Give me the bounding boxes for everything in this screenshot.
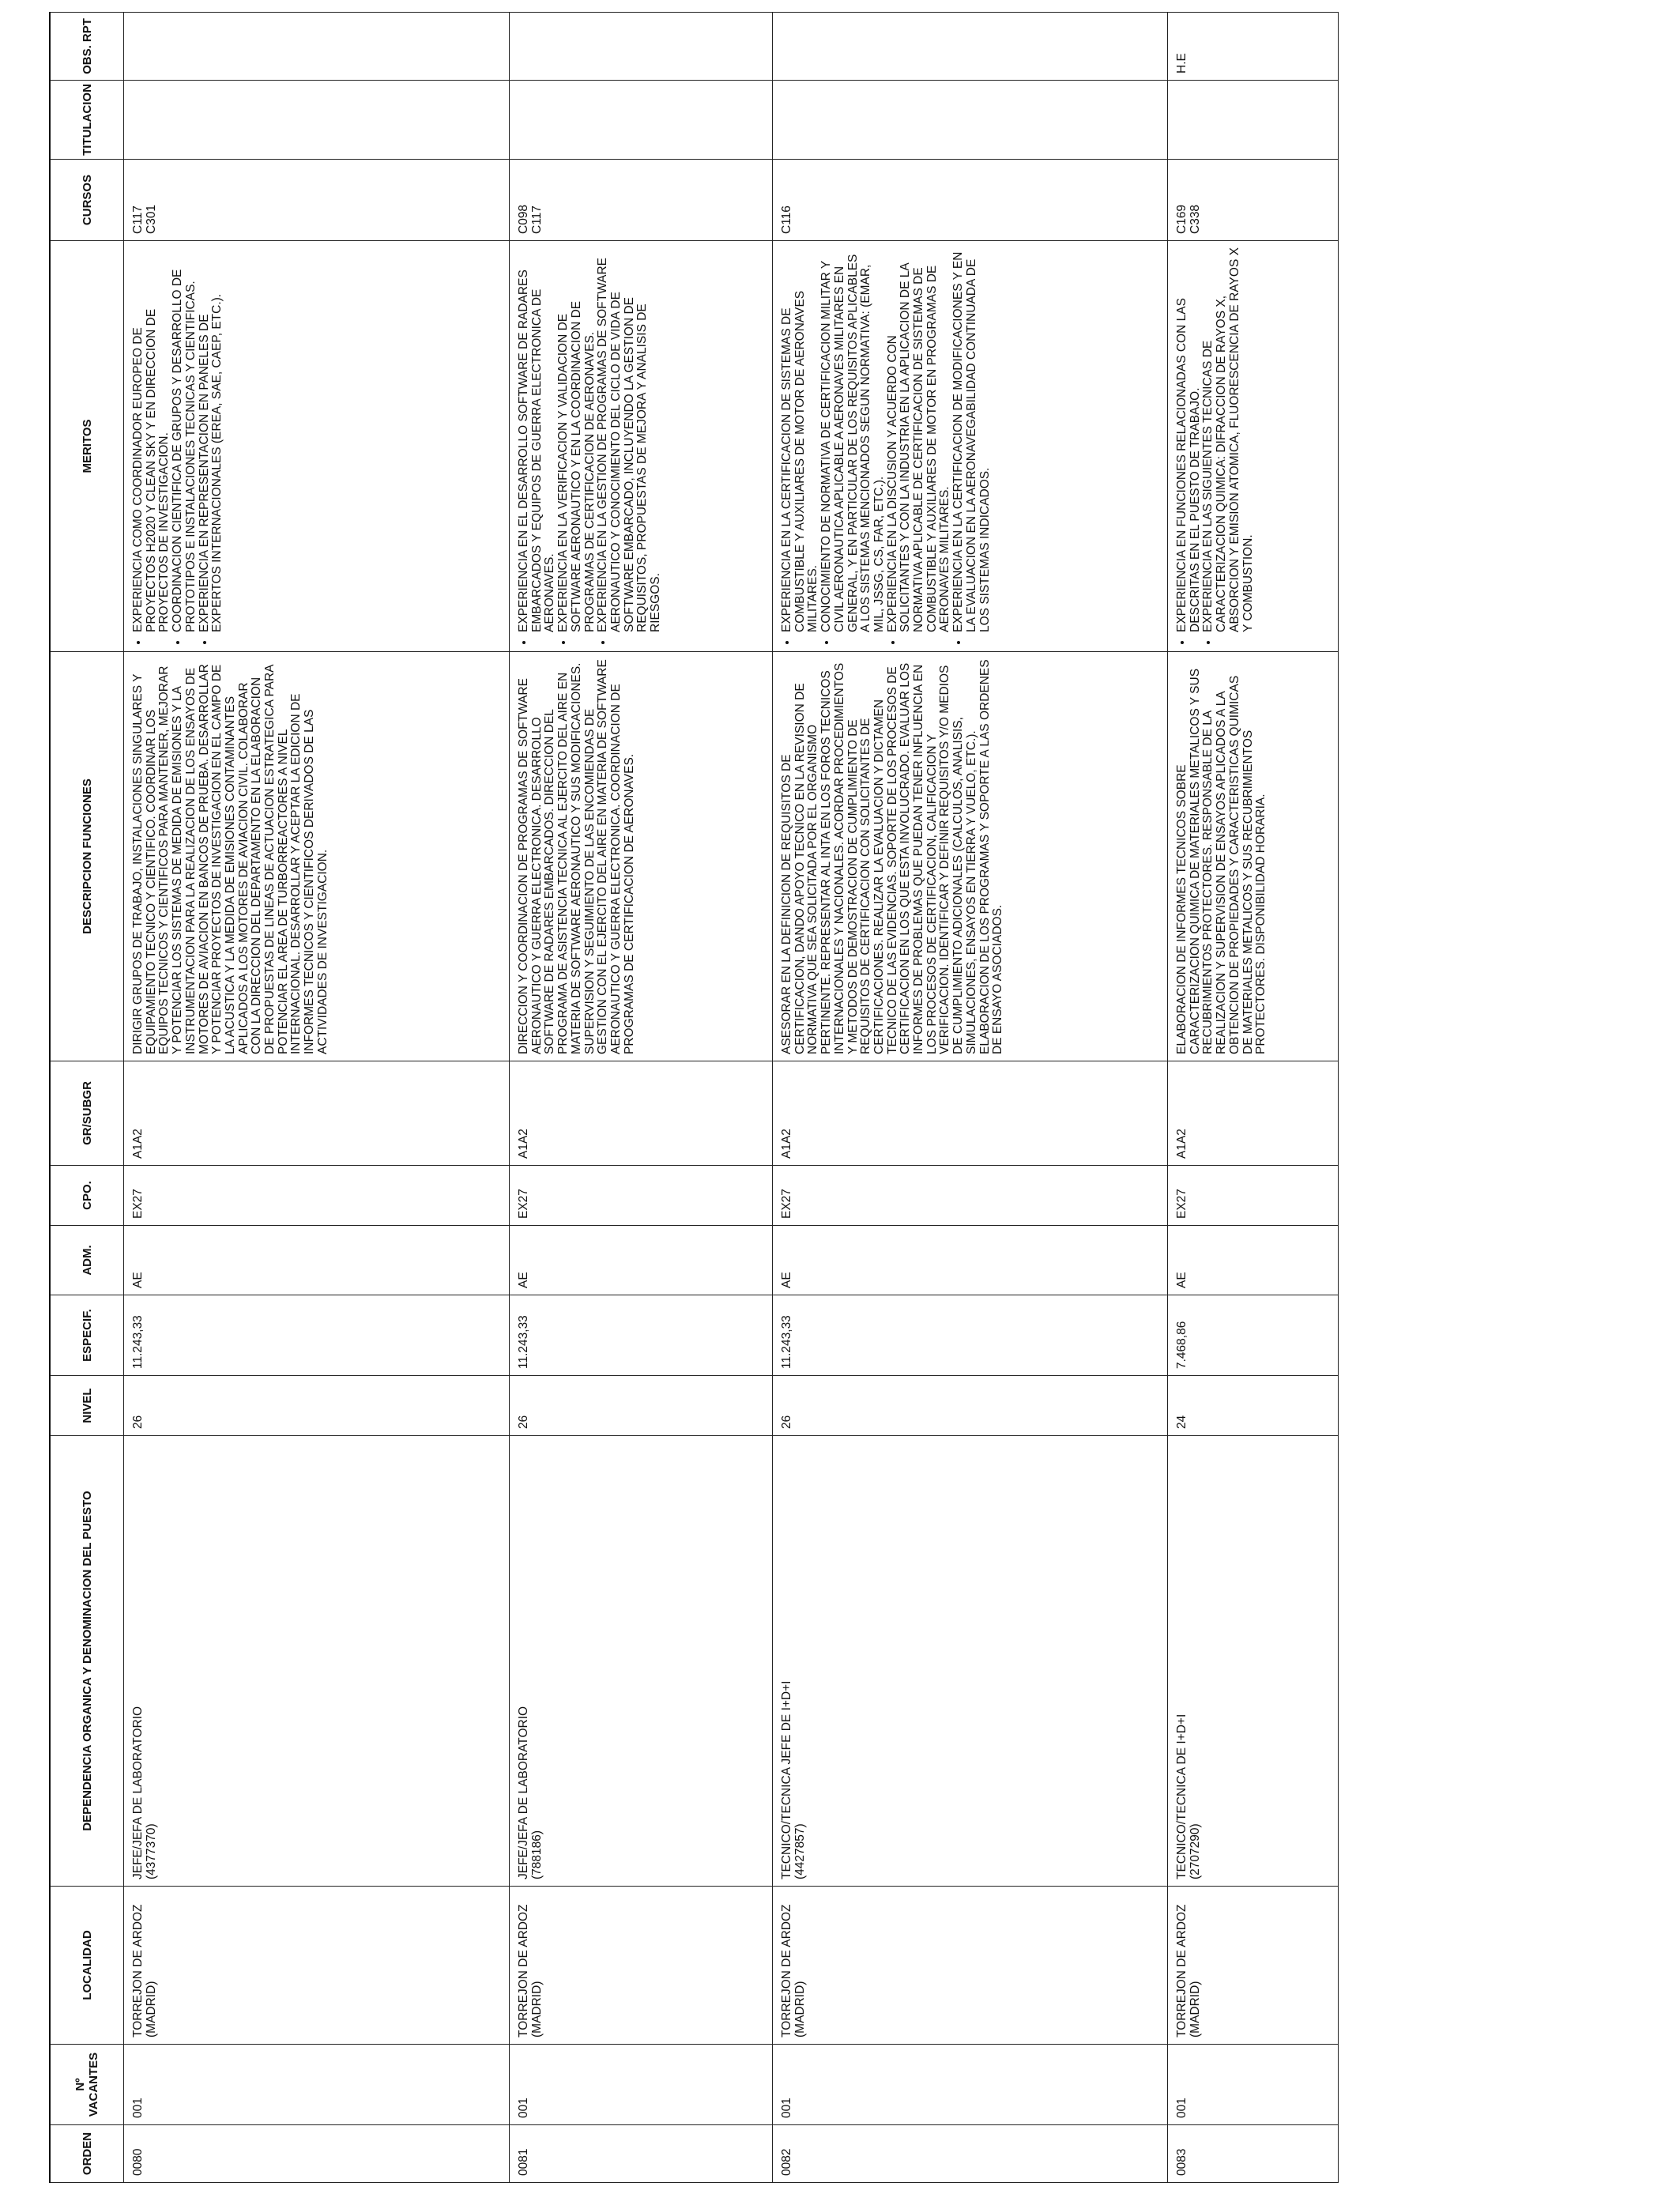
col-header-vacantes: Nº VACANTES bbox=[50, 2045, 124, 2125]
cell-funciones: ELABORACION DE INFORMES TECNICOS SOBRE CARACTERIZACION QUIMICA DE MATERIALES METALICOS Y SUS RECUBRIMIENTOS PROTECTORES. RESPONSABLE DE LA REALIZACION Y SUPERVISION DE ENSAYOS APLICADOS A LA OBTENCION DE PROPIEDADES Y CARACTERISTICAS QUIMICAS DE MATERIALES METALICOS Y SUS RECUBRIMIENTOS PROTECTORES. DISPONIBILIDAD HORARIA. bbox=[1168, 652, 1339, 1061]
cell-localidad: TORREJON DE ARDOZ (MADRID) bbox=[1168, 1887, 1339, 2045]
cell-cpo: EX27 bbox=[773, 1166, 1168, 1226]
cell-vacantes: 001 bbox=[773, 2045, 1168, 2125]
cell-dependencia: TECNICO/TECNICA DE I+D+I (2707290) bbox=[1168, 1436, 1339, 1887]
merito-item: • EXPERIENCIA EN EL DESARROLLO SOFTWARE DE RADARES EMBARCADOS Y EQUIPOS DE GUERRA ELECTRONICA DE AERONAVES. bbox=[518, 247, 557, 632]
cell-cursos: C169 C338 bbox=[1168, 160, 1339, 241]
merito-item: • EXPERIENCIA EN FUNCIONES RELACIONADAS CON LAS DESCRITAS EN EL PUESTO DE TRABAJO. bbox=[1176, 247, 1202, 632]
cell-cpo: EX27 bbox=[124, 1166, 510, 1226]
cell-grsubgr: A1A2 bbox=[510, 1061, 773, 1166]
cell-obs bbox=[124, 13, 510, 81]
cell-adm: AE bbox=[1168, 1226, 1339, 1295]
cell-nivel: 26 bbox=[510, 1376, 773, 1436]
cell-orden: 0081 bbox=[510, 2125, 773, 2183]
table-row bbox=[773, 13, 1168, 2183]
cell-obs bbox=[773, 13, 1168, 81]
cell-meritos bbox=[773, 241, 1168, 652]
col-header-cursos: CURSOS bbox=[50, 160, 124, 241]
col-header-localidad: LOCALIDAD bbox=[50, 1887, 124, 2045]
cell-dependencia: TECNICO/TECNICA JEFE DE I+D+I (4427857) bbox=[773, 1436, 1168, 1887]
cell-vacantes: 001 bbox=[1168, 2045, 1339, 2125]
merito-item: • EXPERIENCIA EN REPRESENTACION EN PANELES DE EXPERTOS INTERNACIONALES (EREA, SAE, CAEP, ETC.). bbox=[198, 247, 224, 632]
cell-funciones: ASESORAR EN LA DEFINICION DE REQUISITOS DE CERTIFICACION, DANDO APOYO TECNICO EN LA REVISION DE NORMATIVA QUE SEA SOLICITADA POR EL ORGANISMO PERTINENTE. REPRESENTAR AL INTA EN LOS FOROS TECNICOS INTERNACIONALES Y NACIONALES. ACORDAR PROCEDIMIENTOS Y METODOS DE DEMOSTRACION DE CUMPLIMIENTO DE REQUISITOS DE CERTIFICACION CON SOLICITANTES DE CERTIFICACIONES. REALIZAR LA EVALUACION Y DICTAMEN TECNICO DE LAS EVIDENCIAS. SOPORTE DE LOS PROCESOS DE CERTIFICACION EN LOS QUE ESTA INVOLUCRADO. EVALUAR LOS INFORMES DE PROBLEMAS QUE PUEDAN TENER INFLUENCIA EN LOS PROCESOS DE CERTIFICACION, CALIFICACION Y VERIFICACION. IDENTIFICAR Y DEFINIR REQUISITOS Y/O MEDIOS DE CUMPLIMIENTO ADICIONALES (CALCULOS, ANALISIS, SIMULACIONES, ENSAYOS EN TIERRA Y VUELO, ETC.). ELABORACION DE LOS PROGRAMAS Y SOPORTE A LAS ORDENES DE ENSAYO ASOCIADOS. bbox=[773, 652, 1168, 1061]
col-header-funciones: DESCRIPCION FUNCIONES bbox=[50, 652, 124, 1061]
cell-titulacion bbox=[510, 81, 773, 160]
cell-especif: 7.468,86 bbox=[1168, 1295, 1339, 1376]
cell-nivel: 26 bbox=[124, 1376, 510, 1436]
cell-especif: 11.243,33 bbox=[124, 1295, 510, 1376]
table-row bbox=[124, 13, 510, 2183]
cell-grsubgr: A1A2 bbox=[773, 1061, 1168, 1166]
merito-item: • EXPERIENCIA EN LA CERTIFICACION DE SISTEMAS DE COMBUSTIBLE Y AUXILIARES DE MOTOR DE AERONAVES MILITARES. bbox=[781, 247, 820, 632]
cell-obs bbox=[510, 13, 773, 81]
col-header-adm: ADM. bbox=[50, 1226, 124, 1295]
table-row bbox=[510, 13, 773, 2183]
cell-cpo: EX27 bbox=[1168, 1166, 1339, 1226]
merito-item: • EXPERIENCIA EN LA GESTION DE PROGRAMAS DE SOFTWARE AERONAUTICO Y CONOCIMIENTO DEL CICLO DE VIDA DE SOFTWARE EMBARCADO, INCLUYENDO LA GESTION DE REQUISITOS, PROPUESTAS DE MEJORA Y ANALISIS DE RIESGOS. bbox=[597, 247, 663, 632]
cell-adm: AE bbox=[773, 1226, 1168, 1295]
col-header-grsubgr: GR/SUBGR bbox=[50, 1061, 124, 1166]
cell-localidad: TORREJON DE ARDOZ (MADRID) bbox=[773, 1887, 1168, 2045]
table-row bbox=[1168, 13, 1339, 2183]
merito-item: • EXPERIENCIA EN LA DISCUSION Y ACUERDO CON SOLICITANTES Y CON LA INDUSTRIA EN LA APLICACION DE LA NORMATIVA APLICABLE DE CERTIFICACION DE SISTEMAS DE COMBUSTIBLE Y AUXILIARES DE MOTOR EN PROGRAMAS DE AERONAVES MILITARES. bbox=[887, 247, 953, 632]
col-header-nivel: NIVEL bbox=[50, 1376, 124, 1436]
col-header-especif: ESPECIF. bbox=[50, 1295, 124, 1376]
col-header-cpo: CPO. bbox=[50, 1166, 124, 1226]
cell-orden: 0082 bbox=[773, 2125, 1168, 2183]
meritos-list bbox=[518, 247, 663, 645]
vacancies-table bbox=[49, 12, 1339, 2183]
cell-grsubgr: A1A2 bbox=[124, 1061, 510, 1166]
cell-localidad: TORREJON DE ARDOZ (MADRID) bbox=[124, 1887, 510, 2045]
meritos-list bbox=[1176, 247, 1255, 645]
merito-item: • CONOCIMIENTO DE NORMATIVA DE CERTIFICACION MILITAR Y CIVIL AERONAUTICA APLICABLE A AERONAVES MILITARES EN GENERAL, Y EN PARTICULAR DE LOS REQUISITOS APLICABLES A LOS SISTEMAS MENCIONADOS SEGUN NORMATIVA: (EMAR, MIL, JSSG, CS, FAR, ETC.). bbox=[820, 247, 887, 632]
col-header-titulacion: TITULACION bbox=[50, 81, 124, 160]
cell-cpo: EX27 bbox=[510, 1166, 773, 1226]
rotated-table-wrapper bbox=[49, 13, 1339, 2183]
cell-dependencia: JEFE/JEFA DE LABORATORIO (788186) bbox=[510, 1436, 773, 1887]
merito-item: • EXPERIENCIA EN LA VERIFICACION Y VALIDACION DE SOFTWARE AERONAUTICO Y EN LA COORDINACION DE PROGRAMAS DE CERTIFICACION DE AERONAVES. bbox=[557, 247, 597, 632]
cell-orden: 0083 bbox=[1168, 2125, 1339, 2183]
cell-titulacion bbox=[773, 81, 1168, 160]
cell-especif: 11.243,33 bbox=[510, 1295, 773, 1376]
cell-meritos bbox=[510, 241, 773, 652]
merito-item: • EXPERIENCIA COMO COORDINADOR EUROPEO DE PROYECTOS H2020 Y CLEAN SKY Y EN DIRECCION DE PROYECTOS DE INVESTIGACION. bbox=[132, 247, 171, 632]
header-row bbox=[50, 13, 124, 2183]
merito-item: • EXPERIENCIA EN LAS SIGUIENTES TECNICAS DE CARACTERIZACION QUIMICA: DIFRACCION DE RAYOS X, ABSORCION Y EMISION ATOMICA, FLUORESCENCIA DE RAYOS X Y COMBUSTION. bbox=[1202, 247, 1255, 632]
merito-item: • EXPERIENCIA EN LA CERTIFICACION DE MODIFICACIONES Y EN LA EVALUACION EN LA AERONAVEGABILIDAD CONTINUADA DE LOS SISTEMAS INDICADOS. bbox=[952, 247, 992, 632]
meritos-list bbox=[781, 247, 992, 645]
cell-nivel: 26 bbox=[773, 1376, 1168, 1436]
cell-nivel: 24 bbox=[1168, 1376, 1339, 1436]
col-header-dependencia: DEPENDENCIA ORGANICA Y DENOMINACION DEL PUESTO bbox=[50, 1436, 124, 1887]
cell-grsubgr: A1A2 bbox=[1168, 1061, 1339, 1166]
cell-titulacion bbox=[1168, 81, 1339, 160]
cell-meritos bbox=[124, 241, 510, 652]
col-header-meritos: MERITOS bbox=[50, 241, 124, 652]
cell-adm: AE bbox=[124, 1226, 510, 1295]
cell-especif: 11.243,33 bbox=[773, 1295, 1168, 1376]
col-header-orden: ORDEN bbox=[50, 2125, 124, 2183]
cell-vacantes: 001 bbox=[124, 2045, 510, 2125]
cell-dependencia: JEFE/JEFA DE LABORATORIO (4377370) bbox=[124, 1436, 510, 1887]
cell-meritos bbox=[1168, 241, 1339, 652]
cell-orden: 0080 bbox=[124, 2125, 510, 2183]
merito-item: • COORDINACION CIENTIFICA DE GRUPOS Y DESARROLLO DE PROTOTIPOS E INSTALACIONES TECNICAS Y CIENTIFICAS. bbox=[171, 247, 198, 632]
col-header-obs: OBS. RPT bbox=[50, 13, 124, 81]
meritos-list bbox=[132, 247, 224, 645]
cell-cursos: C116 bbox=[773, 160, 1168, 241]
cell-funciones: DIRIGIR GRUPOS DE TRABAJO, INSTALACIONES SINGULARES Y EQUIPAMIENTO TECNICO Y CIENTIFICO. COORDINAR LOS EQUIPOS TECNICOS Y CIENTIFICOS PARA MANTENER, MEJORAR Y POTENCIAR LOS SISTEMAS DE MEDIDA DE EMISIONES Y LA INSTRUMENTACION PARA LA REALIZACION DE LOS ENSAYOS DE MOTORES DE AVIACION EN BANCOS DE PRUEBA. DESARROLLAR Y POTENCIAR PROYECTOS DE INVESTIGACION EN EL CAMPO DE LA ACUSTICA Y LA MEDIDA DE EMISIONES CONTAMINANTES APLICADOS A LOS MOTORES DE AVIACION CIVIL. COLABORAR CON LA DIRECCION DEL DEPARTAMENTO EN LA ELABORACION DE PROPUESTAS DE LINEAS DE ACTUACION ESTRATEGICA PARA POTENCIAR EL AREA DE TURBORREACTORES A NIVEL INTERNACIONAL. DESARROLLAR Y ACEPTAR LA EDICION DE INFORMES TECNICOS Y CIENTIFICOS DERIVADOS DE LAS ACTIVIDADES DE INVESTIGACION. bbox=[124, 652, 510, 1061]
cell-localidad: TORREJON DE ARDOZ (MADRID) bbox=[510, 1887, 773, 2045]
cell-titulacion bbox=[124, 81, 510, 160]
cell-vacantes: 001 bbox=[510, 2045, 773, 2125]
cell-cursos: C098 C117 bbox=[510, 160, 773, 241]
cell-funciones: DIRECCION Y COORDINACION DE PROGRAMAS DE SOFTWARE AERONAUTICO Y GUERRA ELECTRONICA. DESARROLLO SOFTWARE DE RADARES EMBARCADOS. DIRECCION DEL PROGRAMA DE ASISTENCIA TECNICA AL EJERCITO DEL AIRE EN MATERIA DE SOFTWARE AERONAUTICO Y SUS MODIFICACIONES. SUPERVISION Y SEGUIMIENTO DE LAS ENCOMIENDAS DE GESTION CON EL EJERCITO DEL AIRE EN MATERIA DE SOFTWARE AERONAUTICO Y GUERRA ELECTRONICA. COORDINACION DE PROGRAMAS DE CERTIFICACION DE AERONAVES. bbox=[510, 652, 773, 1061]
cell-obs: H.E bbox=[1168, 13, 1339, 81]
cell-adm: AE bbox=[510, 1226, 773, 1295]
cell-cursos: C117 C301 bbox=[124, 160, 510, 241]
